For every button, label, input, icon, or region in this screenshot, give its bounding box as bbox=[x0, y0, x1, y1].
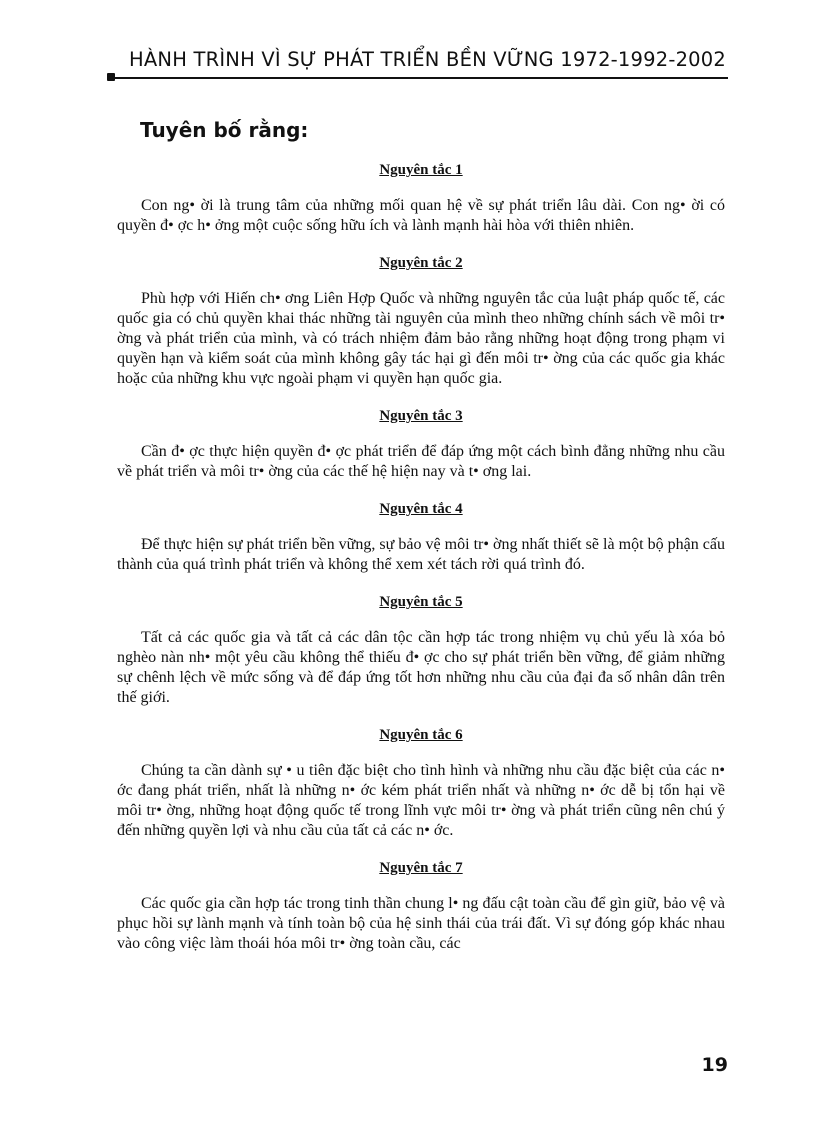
principle-title: Nguyên tắc 5 bbox=[379, 594, 463, 610]
principle-text: Con ng• ời là trung tâm của những mối quan hệ về sự phát triển lâu dài. Con ng• ời có quyền đ• ợc h• ởng một cuộc sống hữu ích và lành mạnh hài hòa với thiên nhiên. bbox=[117, 197, 725, 234]
running-header: HÀNH TRÌNH VÌ SỰ PHÁT TRIỂN BỀN VỮNG 1972-1992-2002 bbox=[129, 48, 726, 71]
principle-5 bbox=[117, 592, 725, 708]
principle-text: Để thực hiện sự phát triển bền vững, sự bảo vệ môi tr• ờng nhất thiết sẽ là một bộ phận cấu thành của quá trình phát triển và không thể xem xét tách rời quá trình đó. bbox=[117, 536, 725, 573]
principle-title: Nguyên tắc 7 bbox=[379, 860, 463, 876]
header-rule bbox=[110, 77, 728, 79]
principle-text: Cần đ• ợc thực hiện quyền đ• ợc phát triển để đáp ứng một cách bình đẳng những nhu cầu về phát triển và môi tr• ờng của các thế hệ hiện nay và t• ơng lai. bbox=[117, 443, 725, 480]
principle-title: Nguyên tắc 3 bbox=[379, 408, 463, 424]
principle-6 bbox=[117, 725, 725, 841]
section-title: Tuyên bố rằng: bbox=[140, 118, 309, 142]
principle-title: Nguyên tắc 6 bbox=[379, 727, 463, 743]
principle-title: Nguyên tắc 2 bbox=[379, 255, 463, 271]
principle-7 bbox=[117, 858, 725, 954]
principle-2 bbox=[117, 253, 725, 389]
principle-1 bbox=[117, 160, 725, 236]
principle-title: Nguyên tắc 4 bbox=[379, 501, 463, 517]
principle-3 bbox=[117, 406, 725, 482]
page-number: 19 bbox=[701, 1054, 728, 1076]
principle-text: Tất cả các quốc gia và tất cả các dân tộc cần hợp tác trong nhiệm vụ chủ yếu là xóa bỏ nghèo nàn nh• một yêu cầu không thể thiếu đ• ợc cho sự phát triển bền vững, để giảm những sự chênh lệch về mức sống và để đáp ứng tốt hơn những nhu cầu của đại đa số nhân dân trên thế giới. bbox=[117, 629, 725, 706]
principle-title: Nguyên tắc 1 bbox=[379, 162, 463, 178]
principle-text: Chúng ta cần dành sự • u tiên đặc biệt cho tình hình và những nhu cầu đặc biệt của các n• ớc đang phát triển, nhất là những n• ớc kém phát triển nhất và những n• ớc dễ bị tổn hại về môi tr• ờng, những hoạt động quốc tế trong lĩnh vực môi tr• ờng và phát triển cũng nên chú ý đến những quyền lợi và nhu cầu của tất cả các n• ớc. bbox=[117, 762, 725, 839]
principle-4 bbox=[117, 499, 725, 575]
principle-text: Phù hợp với Hiến ch• ơng Liên Hợp Quốc và những nguyên tắc của luật pháp quốc tế, các quốc gia có chủ quyền khai thác những tài nguyên của mình theo những chính sách về môi tr• ờng và phát triển của mình, và có trách nhiệm đảm bảo rằng những hoạt động trong phạm vi quyền hạn và kiểm soát của mình không gây tác hại gì đến môi tr• ờng của các quốc gia khác hoặc của những khu vực ngoài phạm vi quyền hạn quốc gia. bbox=[117, 290, 725, 387]
principle-text: Các quốc gia cần hợp tác trong tinh thần chung l• ng đấu cật toàn cầu để gìn giữ, bảo vệ và phục hồi sự lành mạnh và tính toàn bộ của hệ sinh thái của trái đất. Vì sự đóng góp khác nhau vào công việc làm thoái hóa môi tr• ờng toàn cầu, các bbox=[117, 895, 725, 952]
principles-body bbox=[117, 160, 725, 971]
